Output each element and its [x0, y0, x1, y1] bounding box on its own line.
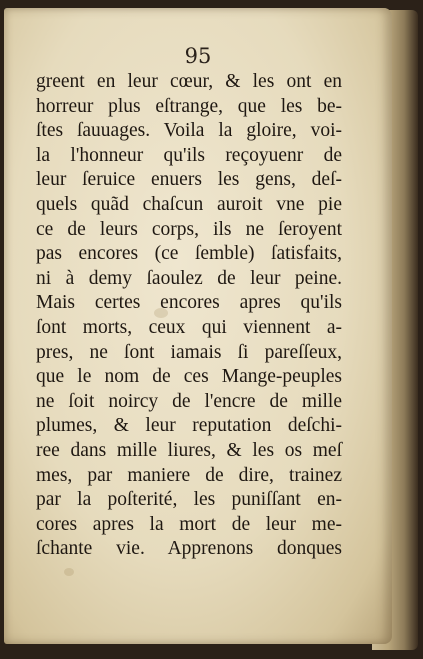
- text-line: quels quãd chaſcun auroit vne pie: [36, 193, 342, 215]
- text-line: plumes, & leur reputation deſchi-: [36, 415, 342, 437]
- text-line: Mais certes encores apres qu'ils: [36, 292, 342, 314]
- page-number: 95: [184, 44, 212, 68]
- text-line: horreur plus eſtrange, que les be-: [36, 95, 342, 117]
- book-page: [4, 8, 392, 644]
- text-line: greent en leur cœur, & les ont en: [36, 71, 342, 92]
- text-line: leur ſeruice enuers les gens, deſ-: [36, 169, 342, 191]
- text-line: cores apres la mort de leur me-: [36, 513, 342, 535]
- text-line: ſtes ſauuages. Voila la gloire, voi-: [36, 120, 342, 142]
- text-line: ce de leurs corps, ils ne ſeroyent: [36, 218, 342, 240]
- text-line: ni à demy ſaoulez de leur peine.: [36, 267, 342, 289]
- text-line: par la poſterité, les puniſſant en-: [36, 489, 342, 511]
- text-line: que le nom de ces Mange-peuples: [36, 366, 342, 388]
- text-line: pres, ne ſont iamais ſi pareſſeux,: [36, 341, 342, 363]
- text-line: pas encores (ce ſemble) ſatisfaits,: [36, 243, 342, 265]
- body-text: [36, 70, 342, 562]
- text-line: ſont morts, ceux qui viennent a-: [36, 316, 342, 338]
- text-line: ree dans mille liures, & les os meſ: [36, 439, 342, 461]
- text-line: ne ſoit noircy de l'encre de mille: [36, 390, 342, 412]
- text-line: ſchante vie. Apprenons donques: [36, 538, 342, 560]
- text-line: mes, par maniere de dire, trainez: [36, 464, 342, 486]
- text-line: la l'honneur qu'ils reçoyuenr de: [36, 144, 342, 166]
- paper-stain: [64, 568, 74, 576]
